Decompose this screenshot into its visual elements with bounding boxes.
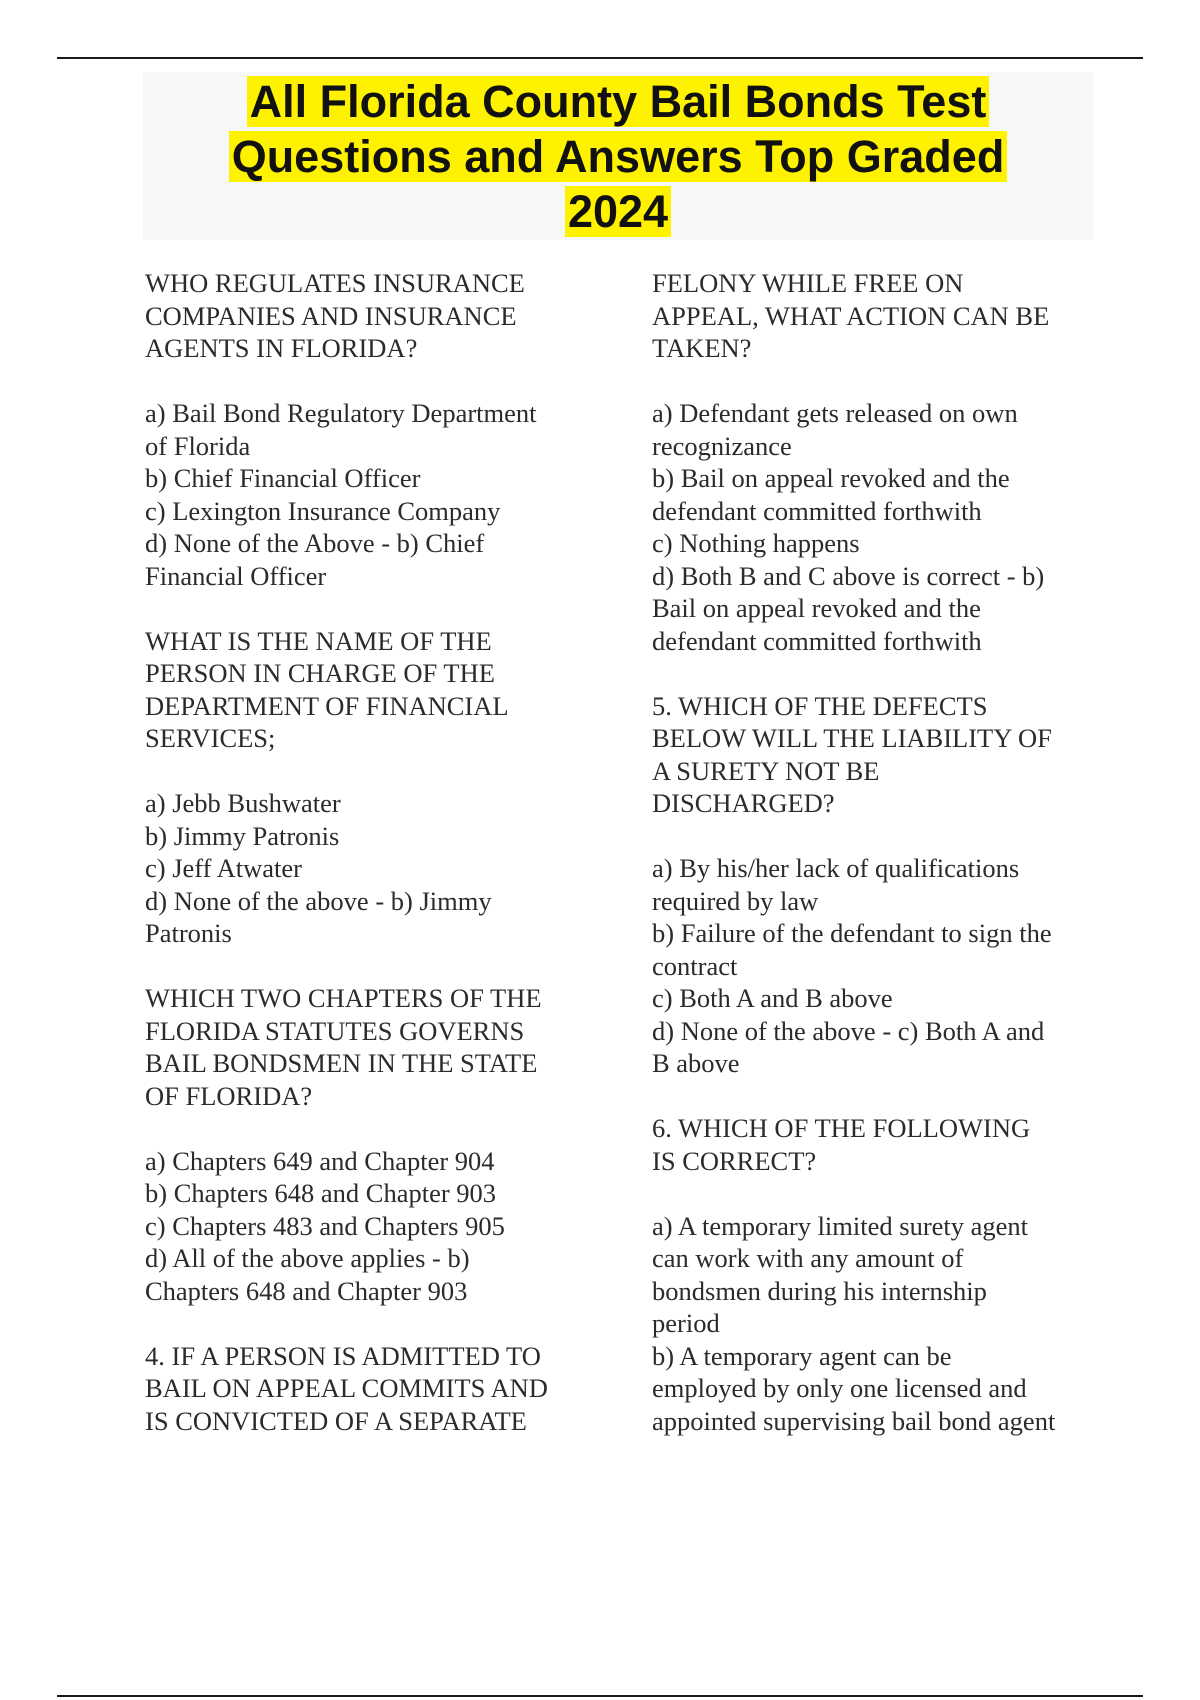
left-column-blank-line <box>145 755 605 788</box>
top-rule <box>57 57 1143 59</box>
left-column-text-line: WHAT IS THE NAME OF THE <box>145 625 492 656</box>
right-column-text-line: a) Defendant gets released on own <box>652 398 1018 428</box>
left-text-column <box>145 267 605 1437</box>
right-column-text-line: employed by only one licensed and <box>652 1373 1027 1403</box>
right-column-text-line: d) None of the above - c) Both A and <box>652 1015 1045 1046</box>
right-column-text-line: Bail on appeal revoked and the <box>652 593 981 623</box>
left-column-blank-line <box>145 950 605 983</box>
left-column-text-line: Financial Officer <box>145 560 327 591</box>
left-column-text-line: AGENTS IN FLORIDA? <box>145 333 418 363</box>
document-title <box>143 72 1093 239</box>
right-column-text-line: defendant committed forthwith <box>652 495 982 526</box>
right-column-text-line: APPEAL, WHAT ACTION CAN BE <box>652 300 1050 331</box>
title-banner <box>143 72 1093 240</box>
right-column-text-line: b) A temporary agent can be <box>652 1340 952 1371</box>
left-column-text-line: b) Chief Financial Officer <box>145 463 421 493</box>
left-column-text-line: PERSON IN CHARGE OF THE <box>145 658 495 688</box>
bottom-rule <box>57 1695 1143 1697</box>
right-column-text-line: a) By his/her lack of qualifications <box>652 853 1020 883</box>
right-column-text-line: TAKEN? <box>652 333 752 363</box>
right-column-text-line: DISCHARGED? <box>652 788 835 818</box>
right-column-text-line: defendant committed forthwith <box>652 625 982 656</box>
left-column-text-line: b) Chapters 648 and Chapter 903 <box>145 1178 497 1208</box>
left-column-text-line: WHICH TWO CHAPTERS OF THE <box>145 983 542 1013</box>
right-column-text-line: period <box>652 1308 720 1338</box>
left-column-text-line: BAIL BONDSMEN IN THE STATE <box>145 1048 538 1078</box>
left-column-blank-line <box>145 592 605 625</box>
right-column-text-line: c) Nothing happens <box>652 528 860 558</box>
left-column-text-line: d) All of the above applies - b) <box>145 1243 470 1273</box>
title-line-3: 2024 <box>565 186 671 237</box>
right-column-text-line: recognizance <box>652 430 792 461</box>
right-column-text-line: appointed supervising bail bond agent <box>652 1405 1056 1436</box>
right-column-text-line: contract <box>652 950 738 981</box>
right-column-text-line: bondsmen during his internship <box>652 1275 987 1306</box>
right-column-text-line: required by law <box>652 885 819 916</box>
right-column-text-line: BELOW WILL THE LIABILITY OF <box>652 723 1052 753</box>
left-column-blank-line <box>145 365 605 398</box>
left-column-text-line: COMPANIES AND INSURANCE <box>145 300 517 331</box>
title-line-1: All Florida County Bail Bonds Test <box>247 76 990 127</box>
left-column-text-line: d) None of the Above - b) Chief <box>145 528 485 558</box>
right-column-blank-line <box>652 1080 1102 1113</box>
right-column-text-line: FELONY WHILE FREE ON <box>652 268 964 298</box>
right-column-text-line: B above <box>652 1048 740 1078</box>
left-column-blank-line <box>145 1112 605 1145</box>
right-column-text-line: A SURETY NOT BE <box>652 755 880 786</box>
left-column-text-line: a) Jebb Bushwater <box>145 788 341 818</box>
left-column-text-line: c) Lexington Insurance Company <box>145 495 501 526</box>
left-column-text-line: a) Chapters 649 and Chapter 904 <box>145 1145 495 1176</box>
left-column-text-line: IS CONVICTED OF A SEPARATE <box>145 1405 527 1436</box>
left-column-text-line: c) Jeff Atwater <box>145 853 302 883</box>
right-column-text-line: 6. WHICH OF THE FOLLOWING <box>652 1113 1031 1143</box>
right-column-blank-line <box>652 365 1102 398</box>
left-column-text-line: 4. IF A PERSON IS ADMITTED TO <box>145 1340 541 1371</box>
right-column-text-line: b) Bail on appeal revoked and the <box>652 463 1010 493</box>
right-column-text-line: c) Both A and B above <box>652 983 893 1013</box>
left-column-text-line: DEPARTMENT OF FINANCIAL <box>145 690 509 721</box>
left-column-text-line: OF FLORIDA? <box>145 1080 313 1111</box>
title-line-2: Questions and Answers Top Graded <box>229 131 1008 182</box>
right-text-column <box>652 267 1102 1437</box>
right-column-text-line: 5. WHICH OF THE DEFECTS <box>652 690 988 721</box>
left-column-text-line: of Florida <box>145 430 251 461</box>
left-column-text-line: b) Jimmy Patronis <box>145 820 340 851</box>
left-column-text-line: Chapters 648 and Chapter 903 <box>145 1275 468 1306</box>
left-column-text-line: WHO REGULATES INSURANCE <box>145 268 525 298</box>
right-column-text-line: can work with any amount of <box>652 1243 964 1273</box>
left-column-blank-line <box>145 1307 605 1340</box>
right-column-text-line: d) Both B and C above is correct - b) <box>652 560 1045 591</box>
right-column-text-line: a) A temporary limited surety agent <box>652 1210 1029 1241</box>
right-column-text-line: IS CORRECT? <box>652 1145 817 1176</box>
left-column-text-line: BAIL ON APPEAL COMMITS AND <box>145 1373 548 1403</box>
left-column-text-line: SERVICES; <box>145 723 276 753</box>
left-column-text-line: Patronis <box>145 918 232 948</box>
left-column-text-line: a) Bail Bond Regulatory Department <box>145 398 537 428</box>
right-column-blank-line <box>652 820 1102 853</box>
left-column-text-line: FLORIDA STATUTES GOVERNS <box>145 1015 525 1046</box>
right-column-text-line: b) Failure of the defendant to sign the <box>652 918 1052 948</box>
left-column-text-line: d) None of the above - b) Jimmy <box>145 885 492 916</box>
right-column-blank-line <box>652 1177 1102 1210</box>
right-column-blank-line <box>652 657 1102 690</box>
left-column-text-line: c) Chapters 483 and Chapters 905 <box>145 1210 505 1241</box>
